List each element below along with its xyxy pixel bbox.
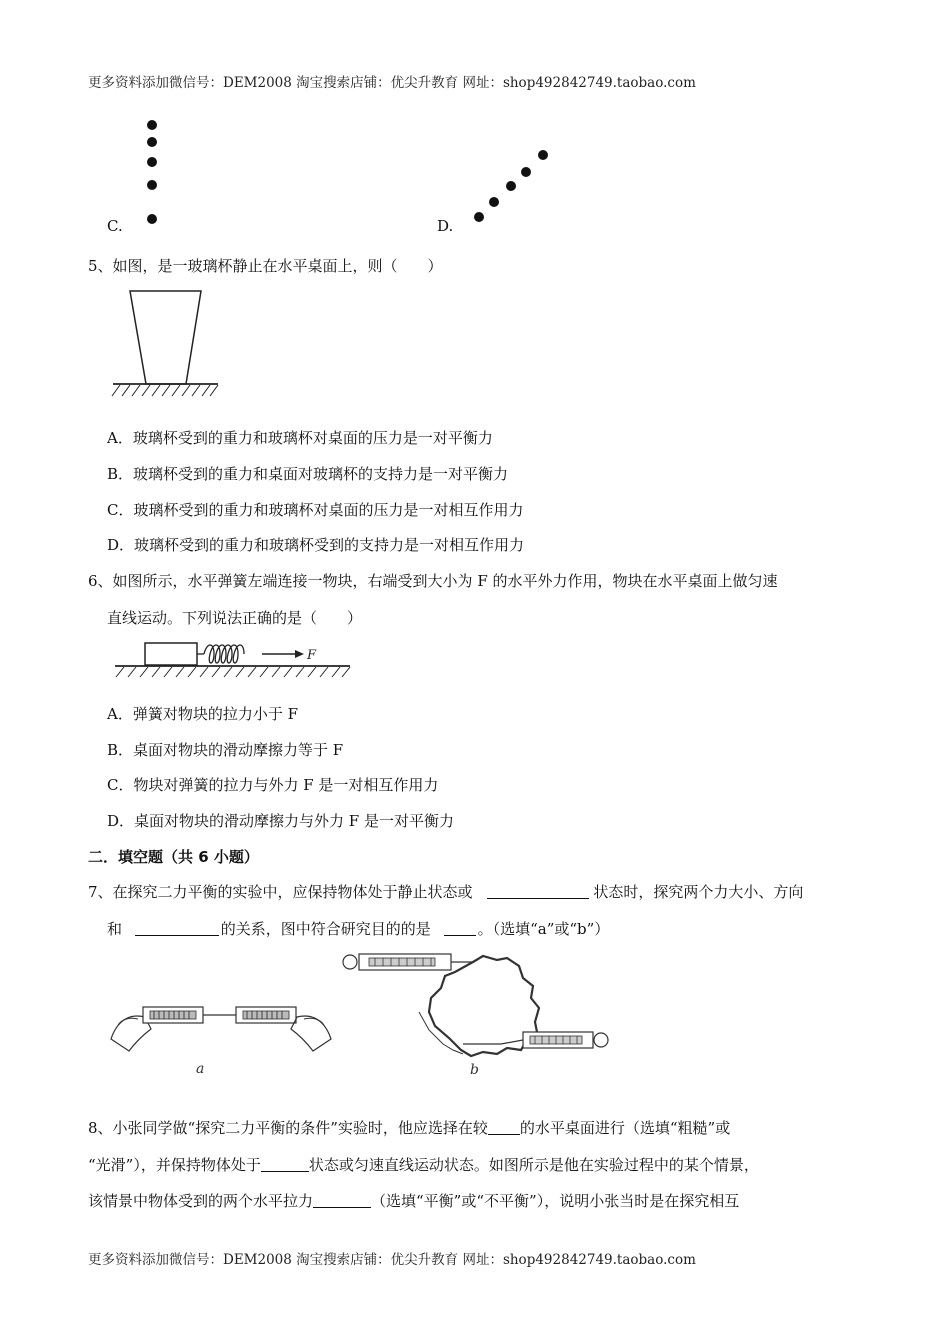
force-label-f: F xyxy=(307,648,317,663)
q7-text-3: 和 xyxy=(107,920,123,938)
q6-spring-block-figure xyxy=(112,640,357,685)
dot xyxy=(521,167,531,177)
page-footer: 更多资料添加微信号：DEM2008 淘宝搜索店铺：优尖升教育 网址：shop492842749.taobao.com xyxy=(88,1252,696,1268)
q4-option-c-label[interactable]: C. xyxy=(107,217,123,235)
dot xyxy=(538,150,548,160)
q4-figure-d xyxy=(465,142,560,232)
q7-text-5: 。（选填“a”或“b”） xyxy=(477,920,610,938)
q4-figure-c xyxy=(140,115,170,230)
q8-line1 xyxy=(88,1117,730,1138)
q6-option-a[interactable]: A．弹簧对物块的拉力小于 F xyxy=(107,705,299,723)
q5-glass-on-table-figure xyxy=(110,288,225,403)
q8-line2 xyxy=(88,1154,759,1175)
q7-figure-a xyxy=(108,995,338,1080)
q5-option-a[interactable]: A．玻璃杯受到的重力和玻璃杯对桌面的压力是一对平衡力 xyxy=(107,429,493,447)
q7-text-4: 的关系，图中符合研究目的的是 xyxy=(220,920,431,938)
dot xyxy=(506,181,516,191)
q8-line3 xyxy=(88,1190,739,1211)
q8-text-1: 8、小张同学做“探究二力平衡的条件”实验时，他应选择在较 xyxy=(88,1119,488,1137)
dot xyxy=(147,120,157,130)
q8-blank-2[interactable] xyxy=(261,1157,309,1172)
dot xyxy=(147,137,157,147)
q8-text-2: 的水平桌面进行（选填“粗糙”或 xyxy=(519,1119,731,1137)
q5-option-d[interactable]: D．玻璃杯受到的重力和玻璃杯受到的支持力是一对相互作用力 xyxy=(107,536,525,554)
q4-option-d-label[interactable]: D. xyxy=(437,217,454,235)
figure-label-b: b xyxy=(470,1062,479,1078)
q6-option-b[interactable]: B．桌面对物块的滑动摩擦力等于 F xyxy=(107,741,344,759)
q8-text-4: 状态或匀速直线运动状态。如图所示是他在实验过程中的某个情景， xyxy=(308,1156,759,1174)
q8-text-3: “光滑”），并保持物体处于 xyxy=(88,1156,261,1174)
dot xyxy=(489,197,499,207)
page-header: 更多资料添加微信号：DEM2008 淘宝搜索店铺：优尖升教育 网址：shop492842749.taobao.com xyxy=(88,75,696,91)
q7-figure-b xyxy=(335,948,625,1080)
dot xyxy=(147,157,157,167)
figure-label-a: a xyxy=(196,1061,205,1077)
q8-blank-3[interactable] xyxy=(313,1193,371,1208)
q6-option-c[interactable]: C．物块对弹簧的拉力与外力 F 是一对相互作用力 xyxy=(107,776,439,794)
section-title-fill-in: 二．填空题（共 6 小题） xyxy=(88,848,259,866)
q8-blank-1[interactable] xyxy=(488,1120,520,1135)
q8-text-5: 该情景中物体受到的两个水平拉力 xyxy=(88,1192,314,1210)
q5-option-c[interactable]: C．玻璃杯受到的重力和玻璃杯对桌面的压力是一对相互作用力 xyxy=(107,501,524,519)
q7-line2 xyxy=(107,918,609,939)
dot xyxy=(147,214,157,224)
q8-text-6: （选填“平衡”或“不平衡”），说明小张当时是在探究相互 xyxy=(371,1192,740,1210)
q6-stem-line2: 直线运动。下列说法正确的是（ ） xyxy=(107,609,363,627)
q7-text-2: 状态时，探究两个力大小、方向 xyxy=(593,883,804,901)
q7-line1 xyxy=(88,881,803,902)
q7-blank-1[interactable] xyxy=(487,884,589,899)
q5-option-b[interactable]: B．玻璃杯受到的重力和桌面对玻璃杯的支持力是一对平衡力 xyxy=(107,465,509,483)
q7-text-1: 7、在探究二力平衡的实验中，应保持物体处于静止状态或 xyxy=(88,883,473,901)
q7-blank-3[interactable] xyxy=(444,921,476,936)
q5-stem: 5、如图，是一玻璃杯静止在水平桌面上，则（ ） xyxy=(88,257,443,275)
q7-blank-2[interactable] xyxy=(135,921,219,936)
q6-option-d[interactable]: D．桌面对物块的滑动摩擦力与外力 F 是一对平衡力 xyxy=(107,812,454,830)
dot xyxy=(147,180,157,190)
dot xyxy=(474,212,484,222)
q6-stem-line1: 6、如图所示，水平弹簧左端连接一物块，右端受到大小为 F 的水平外力作用，物块在水平桌面上做匀速 xyxy=(88,572,778,590)
